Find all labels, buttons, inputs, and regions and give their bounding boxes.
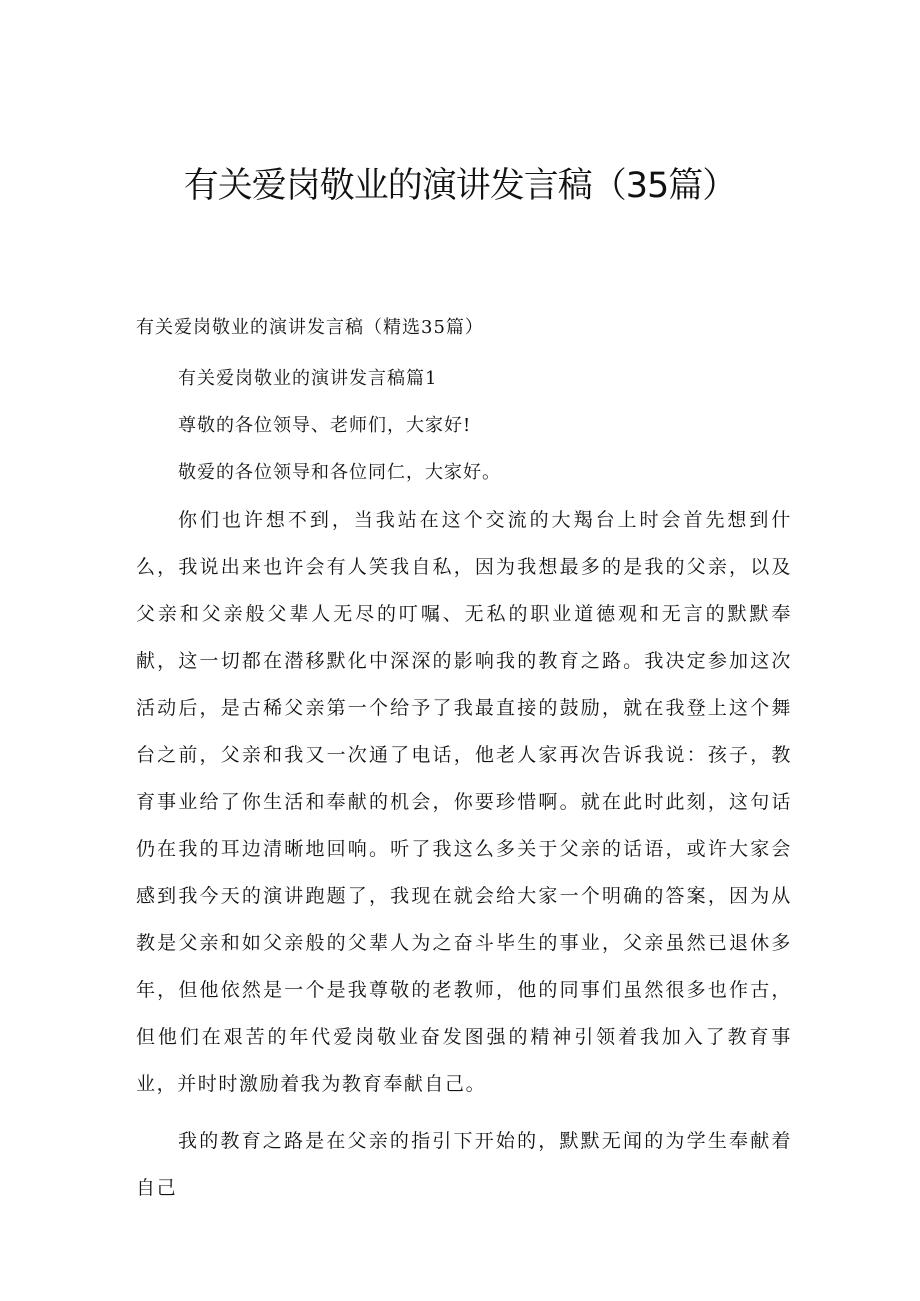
body-paragraph-2: 我的教育之路是在父亲的指引下开始的，默默无闻的为学生奉献着自己 [136,1130,792,1199]
greeting-line-2: 敬爱的各位领导和各位同仁，大家好。 [178,462,501,483]
document-subtitle: 有关爱岗敬业的演讲发言稿（精选35篇） [136,317,484,338]
greeting-line-1: 尊敬的各位领导、老师们，大家好! [178,415,472,436]
body-paragraph-1: 你们也许想不到，当我站在这个交流的大羯台上时会首先想到什么，我说出来也许会有人笑我自私，因为我想最多的是我的父亲，以及父亲和父亲般父辈人无尽的叮嘱、无私的职业道德观和无言的默默奉献，这一切都在潜移默化中深深的影响我的教育之路。我决定参加这次活动后，是古稀父亲第一个给予了我最直接的鼓励，就在我登上这个舞台之前，父亲和我又一次通了电话，他老人家再次告诉我说：孩子，教育事业给了你生活和奉献的机会，你要珍惜啊。就在此时此刻，这句话仍在我的耳边清晰地回响。听了我这么多关于父亲的话语，或许大家会感到我今天的演讲跑题了，我现在就会给大家一个明确的答案，因为从教是父亲和如父亲般的父辈人为之奋斗毕生的事业，父亲虽然已退休多年，但他依然是一个是我尊敬的老教师，他的同事们虽然很多也作古，但他们在艰苦的年代爱岗敬业奋发图强的精神引领着我加入了教育事业，并时时激励着我为教育奉献自己。 [136,509,792,1095]
section-heading: 有关爱岗敬业的演讲发言稿篇1 [178,368,438,389]
document-title: 有关爱岗敬业的演讲发言稿（35篇） [183,166,737,206]
